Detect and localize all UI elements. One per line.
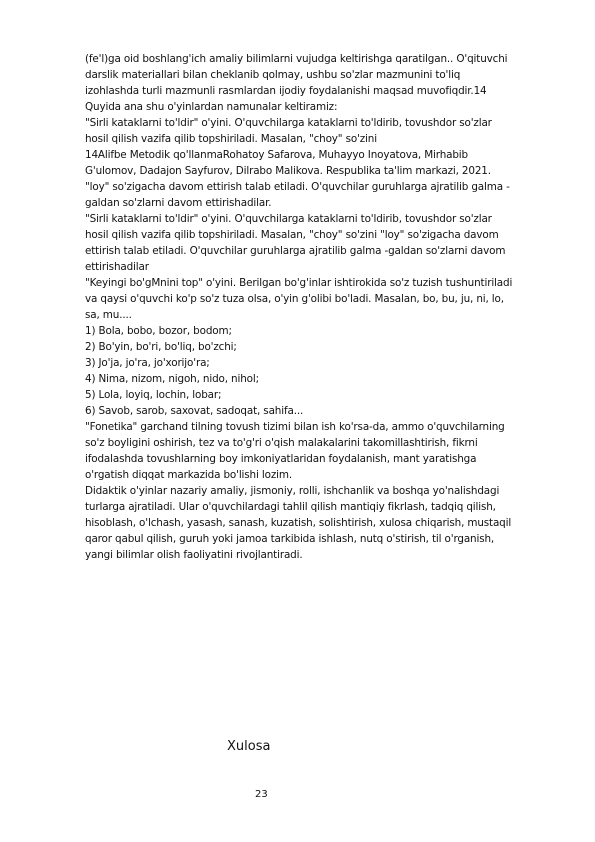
text-line: hisoblash, o'lchash, yasash, sanash, kuzatish, solishtirish, xulosa chiqarish, mustaqil [85, 517, 512, 529]
text-line: Quyida ana shu o'yinlardan namunalar keltiramiz: [85, 101, 338, 113]
text-line: 2) Bo'yin, bo'ri, bo'liq, bo'zchi; [85, 341, 237, 353]
text-line: hosil qilish vazifa qilib topshiriladi. Masalan, "choy" so'zini "loy" so'zigacha davom [85, 229, 499, 241]
text-line: turlarga ajratiladi. Ular o'quvchilardagi tahlil qilish mantiqiy fikrlash, tadqiq qilish, [85, 501, 496, 513]
text-line: ettirishadilar [85, 261, 149, 273]
text-line: darslik materiallari bilan cheklanib qolmay, ushbu so'zlar mazmunini to'liq [85, 69, 461, 81]
text-line: "loy" so'zigacha davom ettirish talab etiladi. O'quvchilar guruhlarga ajratilib galma - [85, 181, 510, 193]
text-line: G'ulomov, Dadajon Sayfurov, Dilrabo Malikova. Respublika ta'lim markazi, 2021. [85, 165, 491, 177]
text-line: 5) Lola, loyiq, lochin, lobar; [85, 389, 222, 401]
text-line: "Sirli kataklarni to'ldir" o'yini. O'quvchilarga kataklarni to'ldirib, tovushdor so'zlar [85, 213, 492, 225]
text-line: (fe'l)ga oid boshlang'ich amaliy bilimlarni vujudga keltirishga qaratilgan.. O'qituvchi [85, 53, 508, 65]
text-line: sa, mu.... [85, 309, 132, 321]
text-line: o'rgatish diqqat markazida bo'lishi lozim. [85, 469, 292, 481]
text-line: 3) Jo'ja, jo'ra, jo'xorijo'ra; [85, 357, 210, 369]
text-line: Didaktik o'yinlar nazariy amaliy, jismoniy, rolli, ishchanlik va boshqa yo'nalishdagi [85, 485, 500, 497]
text-line: va qaysi o'quvchi ko'p so'z tuza olsa, o'yin g'olibi bo'ladi. Masalan, bo, bu, ju, ni, lo, [85, 293, 504, 305]
text-line: izohlashda turli mazmunli rasmlardan ijodiy foydalanishi maqsad muvofiqdir.14 [85, 85, 487, 97]
text-line: ifodalashda tovushlarning boy imkoniyatlaridan foydalanish, mant yaratishga [85, 453, 477, 465]
text-line: "Sirli kataklarni to'ldir" o'yini. O'quvchilarga kataklarni to'ldirib, tovushdor so'zlar [85, 117, 492, 129]
text-line: so'z boyligini oshirish, tez va to'g'ri o'qish malakalarini takomillashtirish, fikrni [85, 437, 478, 449]
text-line: "Keyingi bo'gMnini top" o'yini. Berilgan bo'g'inlar ishtirokida so'z tuzish tushuntiriladi [85, 277, 513, 289]
section-heading: Xulosa [227, 739, 271, 754]
page-number: 23 [255, 789, 268, 800]
text-line: galdan so'zlarni davom ettirishadilar. [85, 197, 272, 209]
text-line: "Fonetika" garchand tilning tovush tizimi bilan ish ko'rsa-da, ammo o'quvchilarning [85, 421, 505, 433]
text-line: 6) Savob, sarob, saxovat, sadoqat, sahifa... [85, 405, 304, 417]
body-text [85, 51, 585, 563]
text-line: qaror qabul qilish, guruh yoki jamoa tarkibida ishlash, nutq o'stirish, til o'rganish, [85, 533, 495, 545]
text-line: 14Alifbe Metodik qo'llanmaRohatoy Safarova, Muhayyo Inoyatova, Mirhabib [85, 149, 468, 161]
text-line: 4) Nima, nizom, nigoh, nido, nihol; [85, 373, 259, 385]
text-line: ettirish talab etiladi. O'quvchilar guruhlarga ajratilib galma -galdan so'zlarni davom [85, 245, 506, 257]
text-line: yangi bilimlar olish faoliyatini rivojlantiradi. [85, 549, 303, 561]
text-line: 1) Bola, bobo, bozor, bodom; [85, 325, 232, 337]
text-line: hosil qilish vazifa qilib topshiriladi. Masalan, "choy" so'zini [85, 133, 377, 145]
